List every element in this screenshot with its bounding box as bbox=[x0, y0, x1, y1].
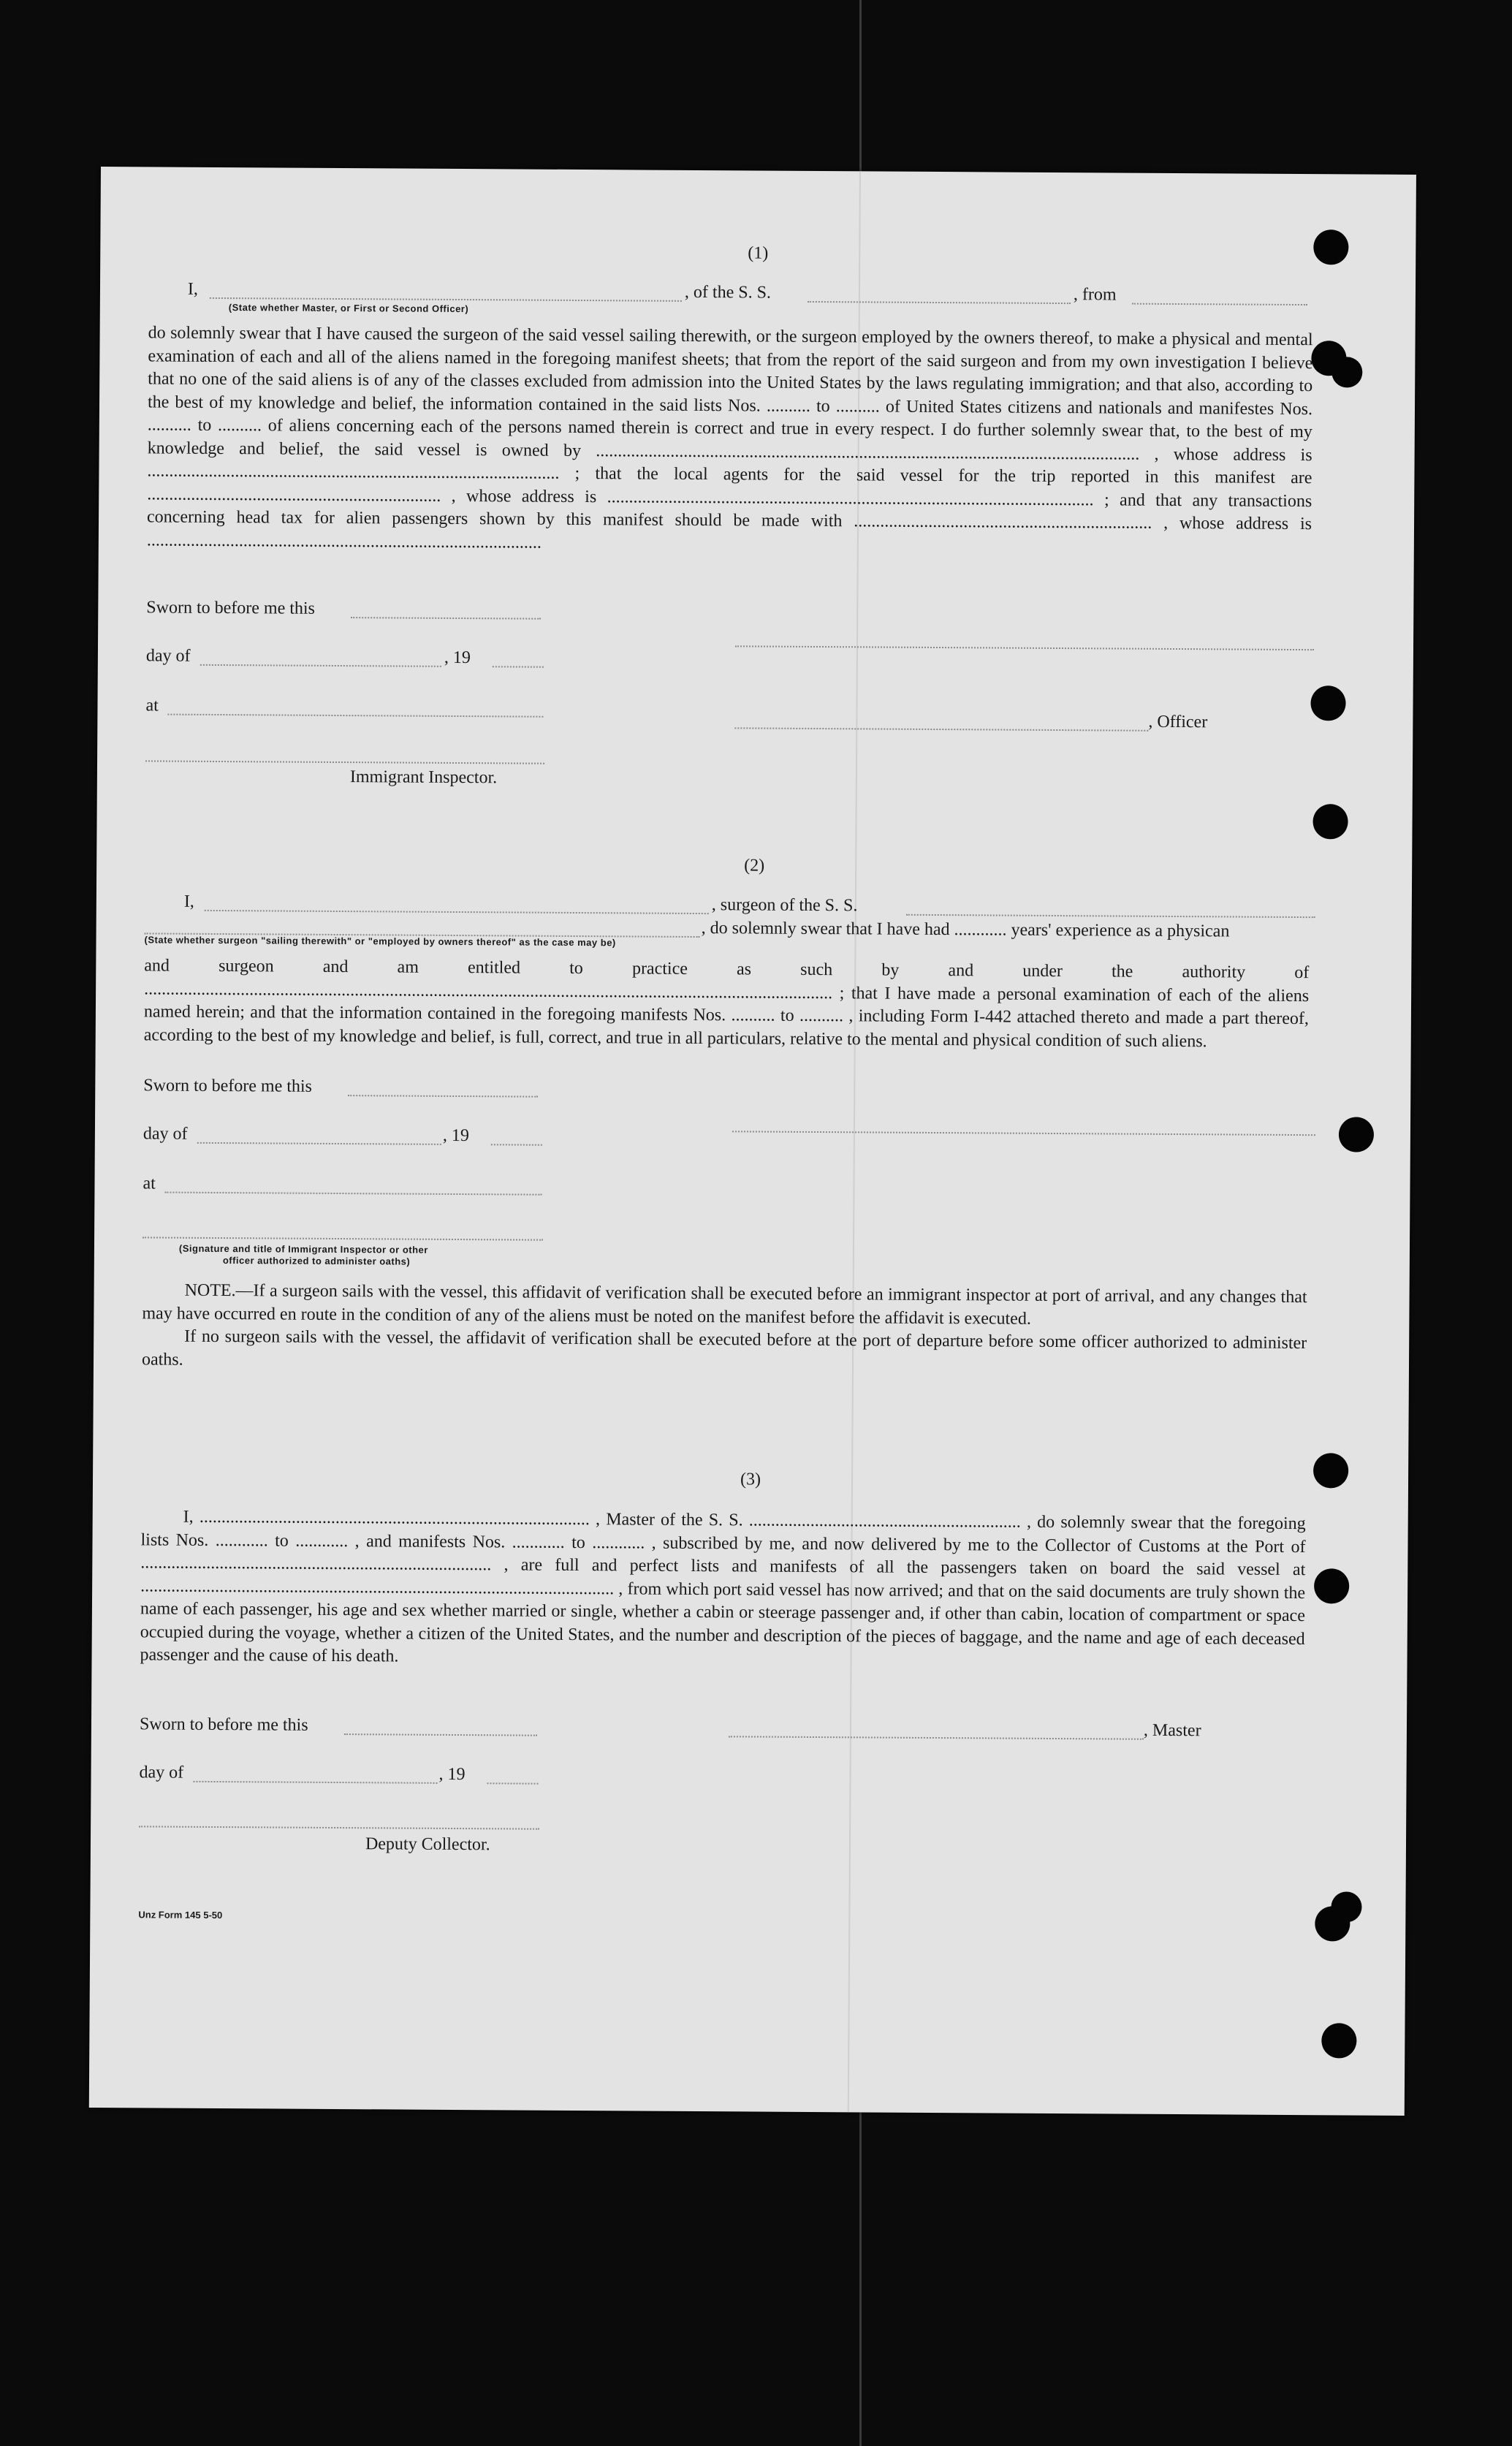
section-1-day-blank[interactable] bbox=[200, 664, 441, 667]
punch-hole bbox=[1310, 685, 1345, 721]
section-3-number: (3) bbox=[740, 1470, 761, 1489]
collector-signature-line[interactable] bbox=[139, 1826, 539, 1829]
collector-label: Deputy Collector. bbox=[365, 1834, 490, 1855]
section-1-lead: I, bbox=[187, 279, 199, 299]
surgeon-of-label: , surgeon of the S. S. bbox=[711, 895, 858, 916]
punch-hole bbox=[1314, 1568, 1349, 1603]
of-ss-label: , of the S. S. bbox=[684, 282, 772, 303]
section-1-sworn-blank[interactable] bbox=[351, 617, 541, 620]
section-3-day-blank[interactable] bbox=[193, 1781, 437, 1784]
section-1-year-blank[interactable] bbox=[493, 666, 544, 667]
master-label: , Master bbox=[1143, 1720, 1201, 1741]
section-3-year-label: , 19 bbox=[438, 1764, 466, 1785]
from-label: , from bbox=[1073, 285, 1117, 305]
note-paragraph-1: NOTE.—If a surgeon sails with the vessel, this affidavit of verification shall be executed before an immigrant inspector at port of arrival, and any changes that may have occurred en route in the condition of any of the aliens must be noted on the manifest before the affidavit is executed. bbox=[142, 1280, 1307, 1329]
section-2-at-blank[interactable] bbox=[164, 1192, 542, 1196]
punch-hole bbox=[1321, 2023, 1356, 2058]
section-3-sworn-label: Sworn to before me this bbox=[139, 1714, 308, 1735]
officer-label: , Officer bbox=[1148, 712, 1208, 732]
section-2-year-label: , 19 bbox=[442, 1125, 469, 1146]
section-1-oath-text: do solemnly swear that I have caused the surgeon of the said vessel sailing therewith, or the surgeon employed by the owners thereof, to make a physical and mental examination of each and all of the aliens named in the foregoing manifest sheets; that from the report of the said surgeon and from my own investigation I believe that no one of the said aliens is of any of the classes excluded from admission into the United States by the laws regulating immigration; and that also, according to the best of my knowledge and belief, the information contained in the said lists Nos. .......... to .......... of United States citizens and nationals and manifestes Nos. .......... to .......... of aliens concerning each of the persons named therein is correct and true in every respect. I do further solemnly swear that, to the best of my knowledge and belief, the said vessel is owned by ............................................................................................................................ , whose address is .............................................................................................. ; that the local agents for the said vessel for the trip reported in this manifest are ................................................................... , whose address is ............................................................................................................... ; and that any transactions concerning head tax for alien passengers shown by this manifest should be made with .................................................................... , whose address is .......................................................................................... bbox=[146, 323, 1313, 552]
punch-hole bbox=[1331, 357, 1362, 387]
note-paragraph-2: If no surgeon sails with the vessel, the affidavit of verification shall be executed before at the port of departure before some officer authorized to administer oaths. bbox=[141, 1326, 1307, 1370]
from-port-blank[interactable] bbox=[1132, 303, 1307, 305]
section-2-day-label: day of bbox=[143, 1124, 188, 1144]
signature-hint-line-2: officer authorized to administer oaths) bbox=[222, 1255, 411, 1267]
section-1-signature-line[interactable] bbox=[735, 645, 1314, 650]
surgeon-status-hint: (State whether surgeon "sailing therewith" or "employed by owners thereof" as the case may be) bbox=[144, 934, 616, 949]
section-2-sworn-blank[interactable] bbox=[348, 1095, 538, 1098]
inspector-label: Immigrant Inspector. bbox=[349, 767, 498, 788]
inspector-signature-line[interactable] bbox=[145, 760, 544, 764]
section-2-day-blank[interactable] bbox=[197, 1142, 441, 1145]
section-1-day-label: day of bbox=[145, 646, 191, 666]
section-1-number: (1) bbox=[748, 243, 769, 263]
section-2-sworn-label: Sworn to before me this bbox=[143, 1076, 313, 1096]
surgeon-signature-line[interactable] bbox=[732, 1131, 1315, 1136]
section-2-inspector-line[interactable] bbox=[143, 1237, 543, 1240]
section-2-year-blank[interactable] bbox=[491, 1144, 542, 1145]
form-identifier: Unz Form 145 5-50 bbox=[138, 1909, 223, 1921]
master-signature-line[interactable] bbox=[729, 1736, 1144, 1739]
section-1-at-blank[interactable] bbox=[167, 714, 543, 718]
section-2-lead: I, bbox=[183, 892, 194, 911]
section-2-vessel-blank[interactable] bbox=[906, 914, 1315, 918]
surgeon-name-blank[interactable] bbox=[205, 910, 709, 914]
manifest-verification-sheet bbox=[89, 167, 1416, 2116]
section-3-oath-text: I, ......................................................................................... , Master of the S. S. .............................................................. , do solemnly swear that the foregoing lists Nos. ............ to ............ , and manifests Nos. ............ to ............ , subscribed by me, and now delivered by me to the Collector of Customs at the Port of ................................................................................ , are full and perfect lists and manifests of all the passengers taken on board the said vessel at ............................................................................................................ , from which port said vessel has now arrived; and that on the said documents are truly shown the name of each passenger, his age and sex whether married or single, whether a cabin or steerage passenger and, if other than cabin, location of compartment or space occupied during the voyage, whether a citizen of the United States, and the number and description of the pieces of baggage, and the name and age of each deceased passenger and the cause of his death. bbox=[140, 1507, 1306, 1666]
officer-rank-hint: (State whether Master, or First or Second Officer) bbox=[228, 302, 469, 315]
signature-hint-line-1: (Signature and title of Immigrant Inspector or other bbox=[178, 1242, 428, 1256]
punch-hole bbox=[1312, 804, 1348, 839]
punch-hole bbox=[1339, 1117, 1374, 1152]
section-3-sworn-blank[interactable] bbox=[344, 1733, 537, 1736]
section-1-year-label: , 19 bbox=[444, 647, 471, 668]
note-block bbox=[142, 1279, 1307, 1378]
section-2-at-label: at bbox=[143, 1174, 156, 1193]
officer-signature-line[interactable] bbox=[734, 727, 1148, 731]
section-3-year-blank[interactable] bbox=[487, 1782, 538, 1784]
section-1-sworn-label: Sworn to before me this bbox=[146, 598, 316, 618]
section-1-at-label: at bbox=[145, 696, 159, 715]
punch-hole bbox=[1331, 1891, 1361, 1922]
officer-name-blank[interactable] bbox=[210, 297, 682, 302]
section-2-oath-text: and surgeon and am entitled to practice as such by and under the authority of ............................................................................................................................................................. ; that I have made a personal examination of each of the aliens named herein; and that the information contained in the foregoing manifests Nos. .......... to .......... , including Form I-442 attached thereto and made a part thereof, according to the best of my knowledge and belief, is full, correct, and true in all particulars, relative to the mental and physical condition of such aliens. bbox=[143, 956, 1310, 1051]
surgeon-swear-text: , do solemnly swear that I have had ............ years' experience as a physican bbox=[701, 919, 1230, 941]
section-2-number: (2) bbox=[744, 856, 765, 876]
vessel-name-blank[interactable] bbox=[808, 301, 1071, 304]
section-3-day-label: day of bbox=[139, 1763, 184, 1782]
